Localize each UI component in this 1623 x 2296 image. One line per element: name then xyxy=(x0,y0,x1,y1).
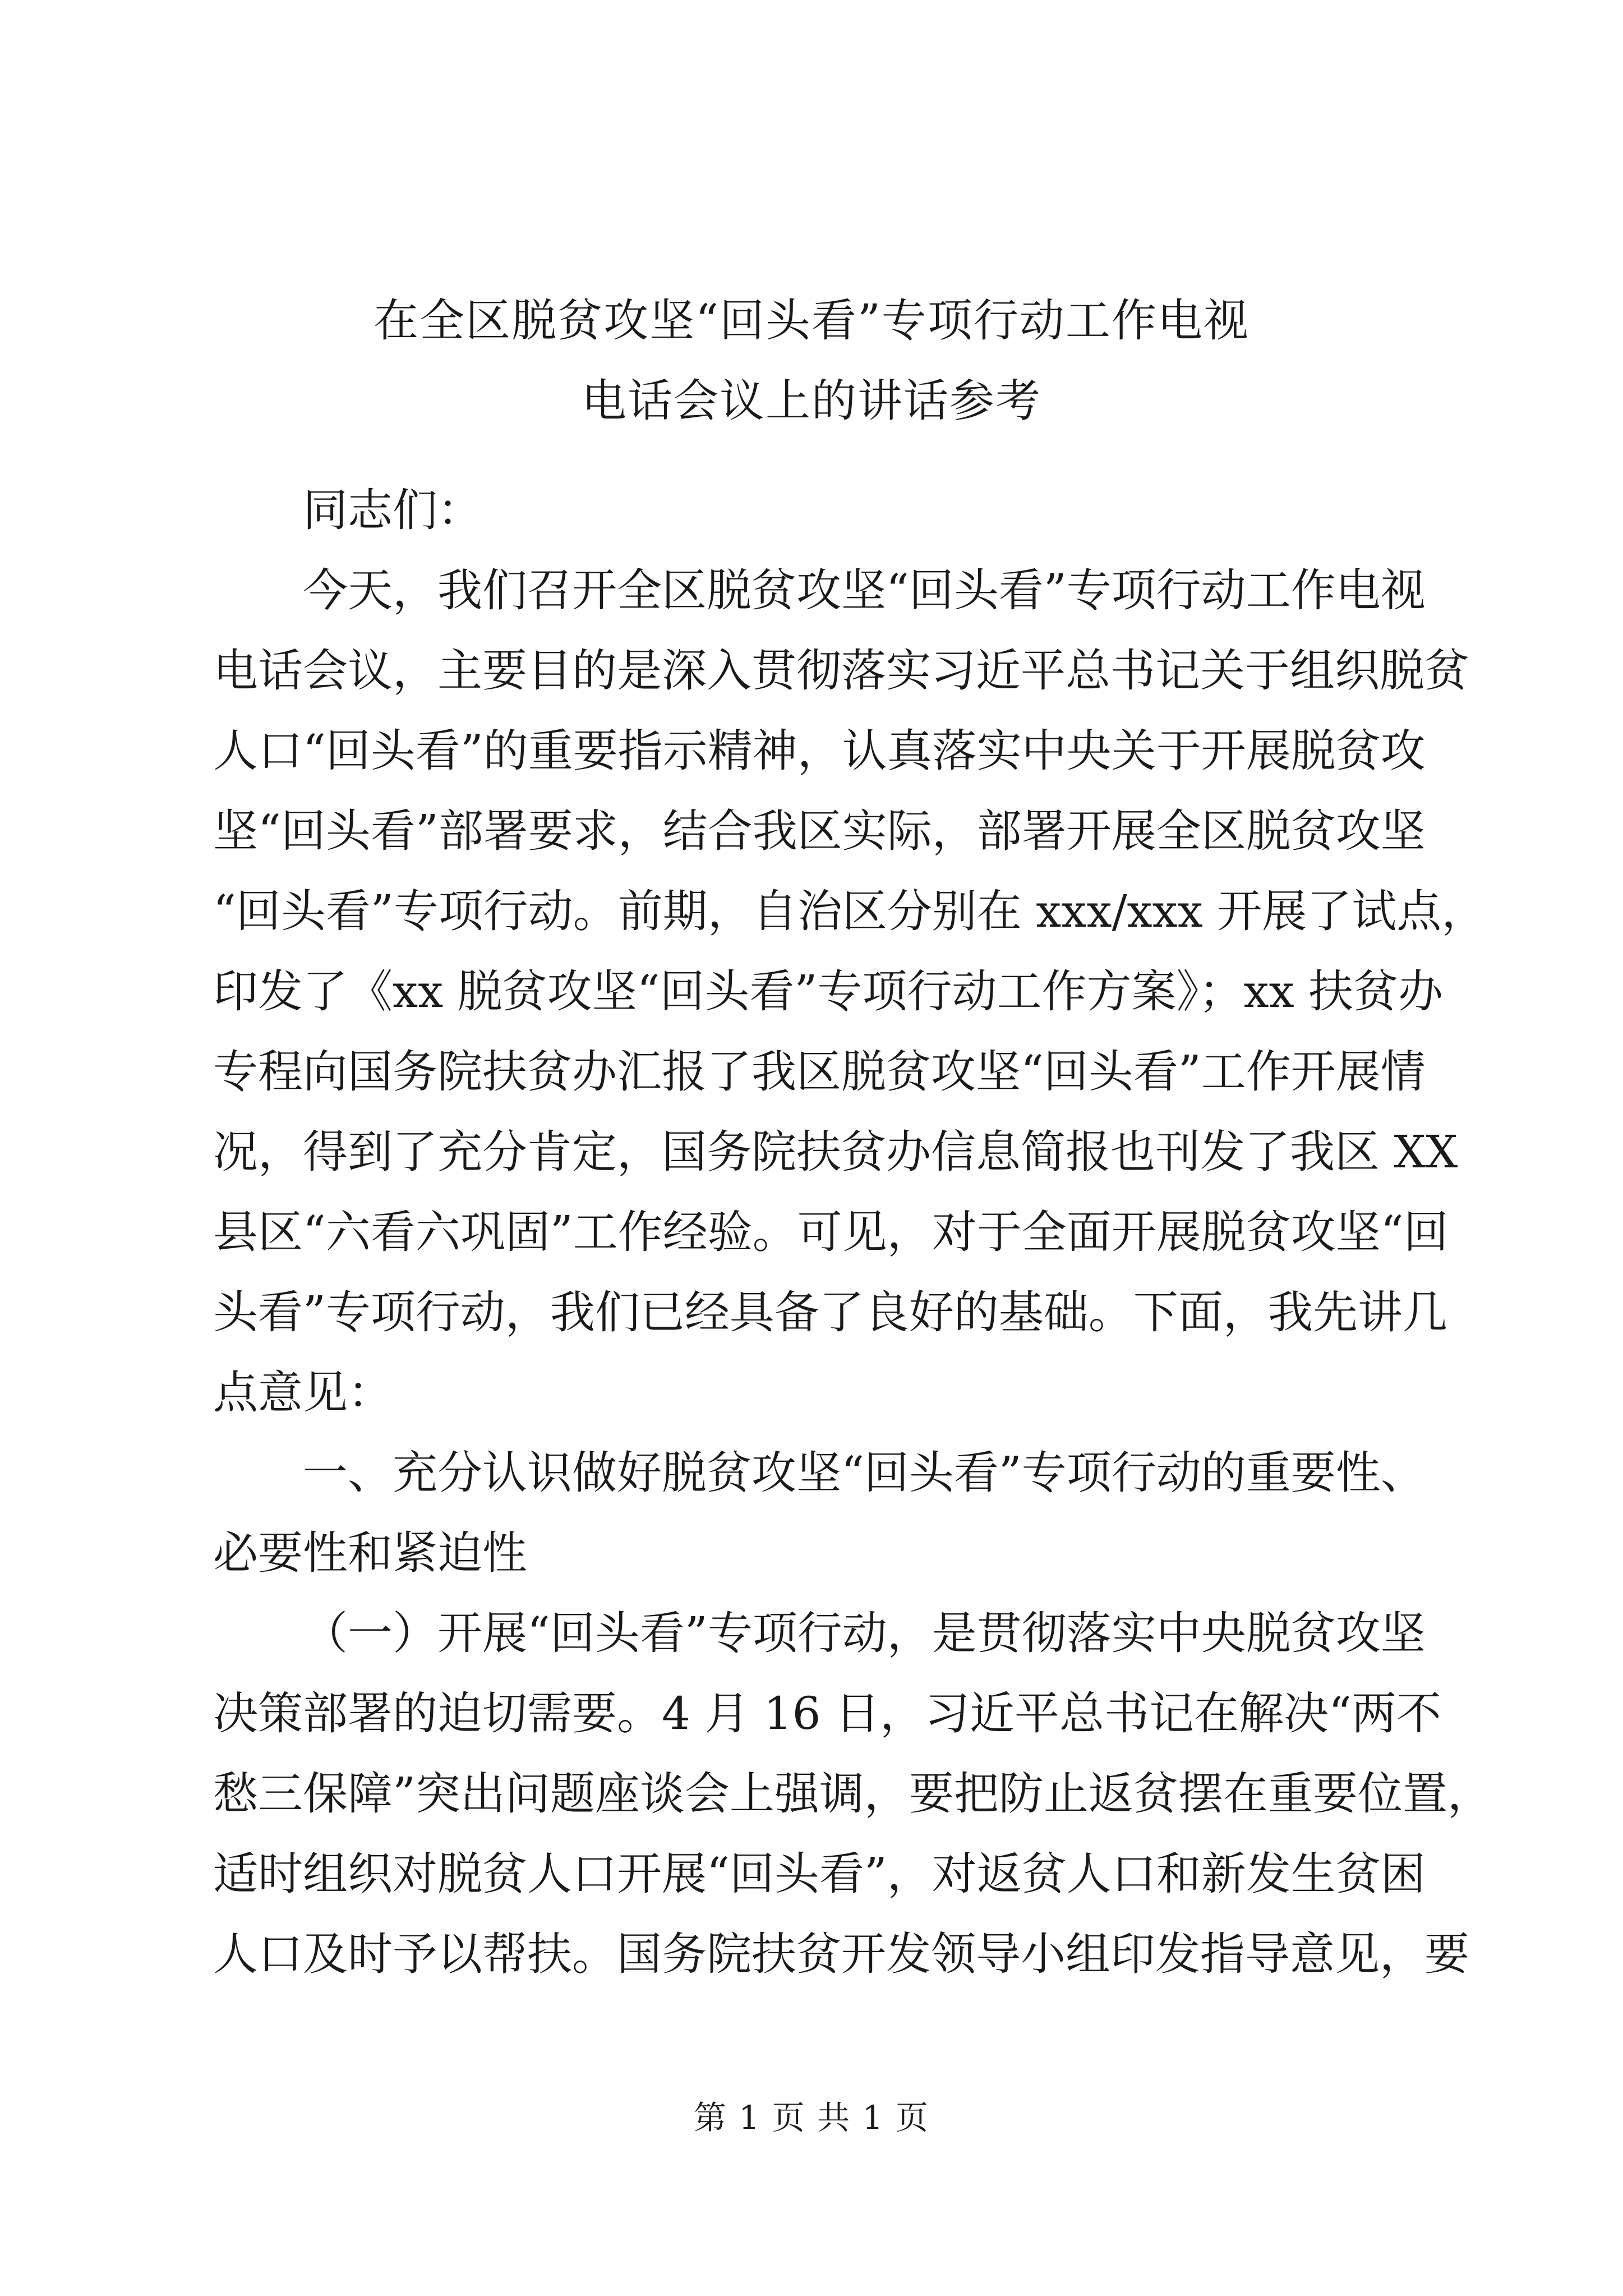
document-title xyxy=(213,280,1410,441)
paragraph-line: （一）开展“回头看”专项行动，是贯彻落实中央脱贫攻坚 xyxy=(303,1607,1426,1659)
paragraph-line: 坚“回头看”部署要求，结合我区实际，部署开展全区脱贫攻坚 xyxy=(213,805,1426,857)
paragraph-line: 今天，我们召开全区脱贫攻坚“回头看”专项行动工作电视 xyxy=(303,564,1426,616)
title-line-2: 电话会议上的讲话参考 xyxy=(582,375,1041,427)
section-heading-line: 必要性和紧迫性 xyxy=(213,1527,527,1579)
paragraph-line: 决策部署的迫切需要。4 月 16 日，习近平总书记在解决“两不 xyxy=(213,1687,1441,1740)
paragraph-line: 电话会议，主要目的是深入贯彻落实习近平总书记关于组织脱贫 xyxy=(213,645,1469,697)
paragraph-line: “回头看”专项行动。前期，自治区分别在 xxx/xxx 开展了试点， xyxy=(213,885,1487,937)
page-footer: 第 1 页 共 1 页 xyxy=(694,2099,929,2137)
paragraph-line: 专程向国务院扶贫办汇报了我区脱贫攻坚“回头看”工作开展情 xyxy=(213,1046,1426,1098)
document-body xyxy=(213,470,1492,1994)
paragraph-line: 人口“回头看”的重要指示精神，认真落实中央关于开展脱贫攻 xyxy=(213,725,1426,777)
paragraph-line: 县区“六看六巩固”工作经验。可见，对于全面开展脱贫攻坚“回 xyxy=(213,1206,1449,1258)
paragraph-line: 适时组织对脱贫人口开展“回头看”，对返贫人口和新发生贫困 xyxy=(213,1848,1426,1900)
paragraph-line: 点意见： xyxy=(213,1366,393,1419)
salutation: 同志们： xyxy=(303,484,482,536)
paragraph-line: 头看”专项行动，我们已经具备了良好的基础。下面，我先讲几 xyxy=(213,1286,1447,1338)
paragraph-line: 愁三保障”突出问题座谈会上强调，要把防止返贫摆在重要位置， xyxy=(213,1768,1492,1820)
paragraph-line: 况，得到了充分肯定，国务院扶贫办信息简报也刊发了我区 XX xyxy=(213,1126,1458,1178)
paragraph-line: 印发了《xx 脱贫攻坚“回头看”专项行动工作方案》；xx 扶贫办 xyxy=(213,965,1444,1018)
title-line-1: 在全区脱贫攻坚“回头看”专项行动工作电视 xyxy=(374,295,1249,347)
paragraph-line: 人口及时予以帮扶。国务院扶贫开发领导小组印发指导意见，要 xyxy=(213,1928,1469,1980)
section-heading-line: 一、充分认识做好脱贫攻坚“回头看”专项行动的重要性、 xyxy=(303,1447,1426,1499)
